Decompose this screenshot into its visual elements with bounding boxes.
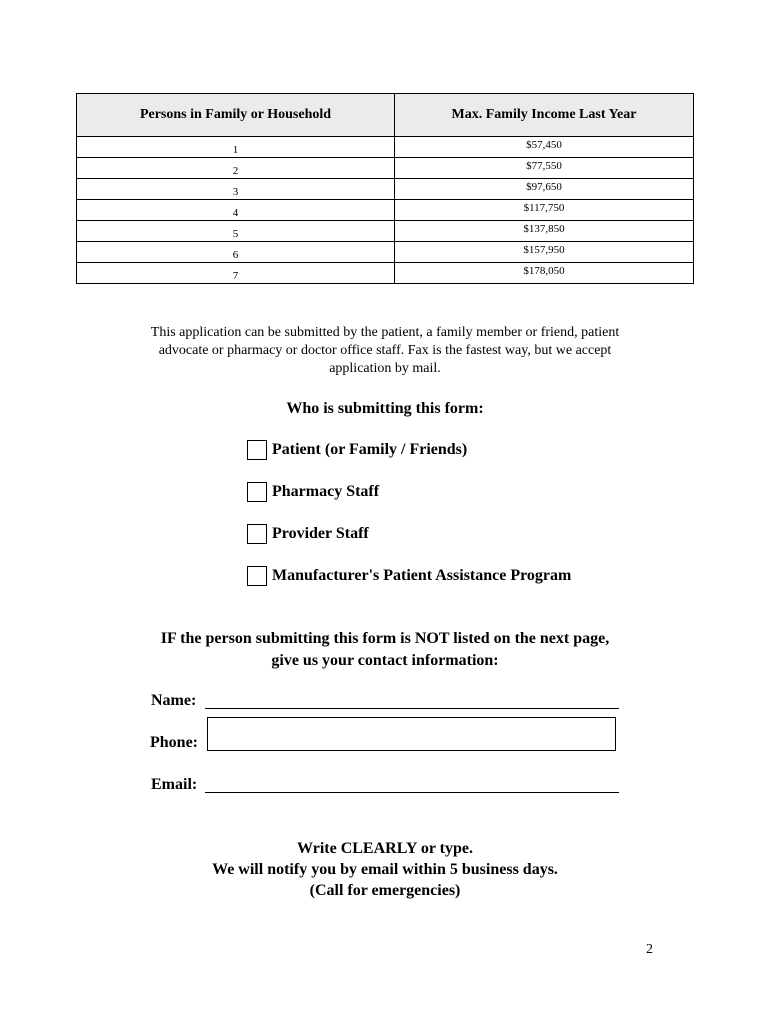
contact-heading-line: IF the person submitting this form is NOT listed on the next page, (160, 630, 610, 647)
income-cell: $57,450 (395, 137, 694, 158)
intro-line: This application can be submitted by the patient, a family member or friend, patient (150, 325, 620, 340)
email-field[interactable] (205, 792, 619, 793)
option-pharmacy (247, 482, 379, 502)
footer-line: Write CLEARLY or type. (297, 840, 473, 857)
option-label: Patient (or Family / Friends) (272, 441, 468, 458)
who-heading: Who is submitting this form: (286, 400, 484, 417)
option-label: Manufacturer's Patient Assistance Program (272, 567, 572, 584)
table-row (77, 179, 694, 200)
column-header-persons: Persons in Family or Household (77, 94, 395, 137)
intro-line: application by mail. (329, 361, 441, 376)
contact-heading-line: give us your contact information: (271, 652, 499, 669)
email-label: Email: (151, 776, 198, 793)
table-header-row (77, 94, 694, 137)
table-row (77, 221, 694, 242)
option-patient (247, 440, 467, 460)
option-manufacturer (247, 566, 571, 586)
income-table (76, 93, 694, 284)
income-cell: $97,650 (395, 179, 694, 200)
name-label: Name: (151, 692, 197, 709)
phone-label: Phone: (150, 734, 198, 751)
name-field[interactable] (205, 708, 619, 709)
footer-line: We will notify you by email within 5 business days. (212, 861, 558, 878)
persons-cell: 2 (77, 158, 395, 179)
persons-cell: 3 (77, 179, 395, 200)
table-row (77, 200, 694, 221)
patient-checkbox[interactable] (247, 440, 267, 460)
income-cell: $77,550 (395, 158, 694, 179)
persons-cell: 5 (77, 221, 395, 242)
provider-checkbox[interactable] (247, 524, 267, 544)
option-provider (247, 524, 369, 544)
income-cell: $178,050 (395, 263, 694, 284)
pharmacy-checkbox[interactable] (247, 482, 267, 502)
income-cell: $137,850 (395, 221, 694, 242)
phone-field[interactable] (207, 717, 616, 751)
intro-paragraph (120, 324, 650, 378)
table-row (77, 242, 694, 263)
option-label: Provider Staff (272, 525, 369, 542)
table-row (77, 137, 694, 158)
column-header-income: Max. Family Income Last Year (395, 94, 694, 137)
intro-line: advocate or pharmacy or doctor office staff. Fax is the fastest way, but we accept (158, 343, 612, 358)
manufacturer-checkbox[interactable] (247, 566, 267, 586)
income-cell: $117,750 (395, 200, 694, 221)
income-cell: $157,950 (395, 242, 694, 263)
persons-cell: 7 (77, 263, 395, 284)
option-label: Pharmacy Staff (272, 483, 380, 500)
persons-cell: 4 (77, 200, 395, 221)
footer-line: (Call for emergencies) (309, 882, 461, 899)
page-number: 2 (646, 942, 653, 957)
footer-notice (0, 838, 770, 901)
contact-heading (0, 628, 770, 672)
table-row (77, 158, 694, 179)
persons-cell: 6 (77, 242, 395, 263)
table-row (77, 263, 694, 284)
persons-cell: 1 (77, 137, 395, 158)
